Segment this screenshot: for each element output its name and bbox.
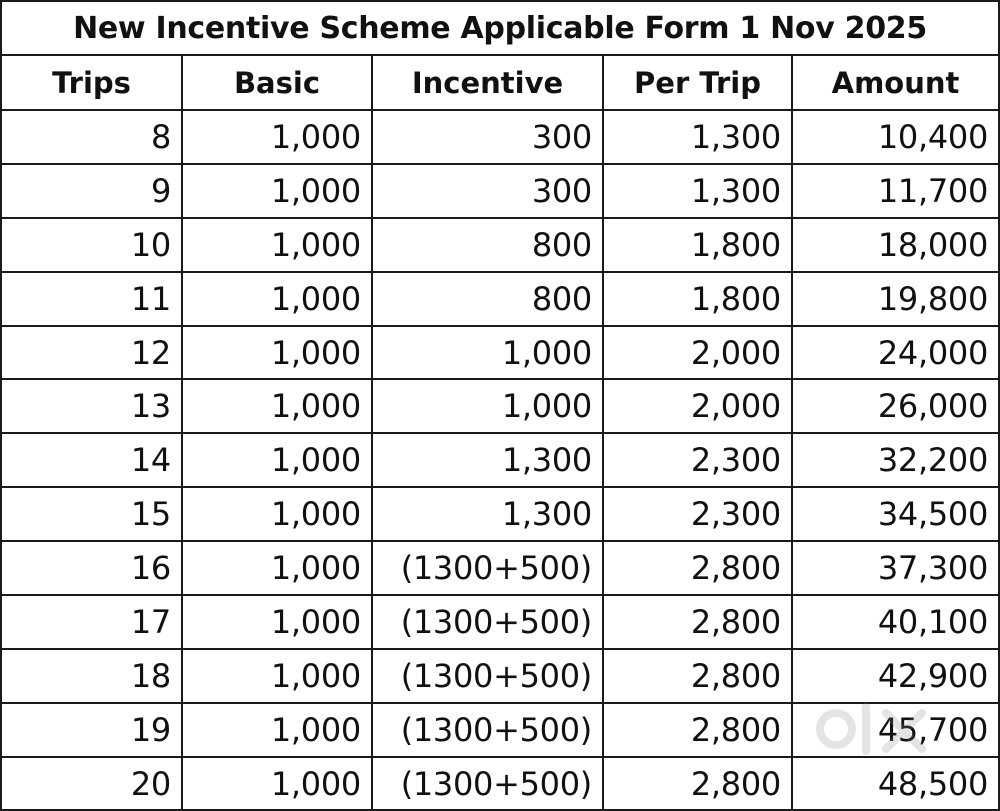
cell-incentive: (1300+500) [372, 541, 603, 595]
header-row [2, 56, 998, 110]
table-row [2, 379, 998, 433]
cell-amount: 37,300 [792, 541, 998, 595]
cell-incentive: 1,300 [372, 433, 603, 487]
cell-per-trip: 2,800 [603, 541, 792, 595]
cell-amount: 18,000 [792, 218, 998, 272]
table-row [2, 757, 998, 811]
cell-amount: 40,100 [792, 595, 998, 649]
cell-amount: 19,800 [792, 272, 998, 326]
cell-trips: 9 [2, 164, 182, 218]
cell-trips: 10 [2, 218, 182, 272]
cell-amount: 45,700 [792, 703, 998, 757]
cell-trips: 17 [2, 595, 182, 649]
cell-amount: 32,200 [792, 433, 998, 487]
cell-basic: 1,000 [182, 433, 372, 487]
cell-incentive: (1300+500) [372, 757, 603, 811]
cell-amount: 34,500 [792, 487, 998, 541]
cell-basic: 1,000 [182, 110, 372, 164]
table-row [2, 703, 998, 757]
cell-amount: 10,400 [792, 110, 998, 164]
cell-basic: 1,000 [182, 541, 372, 595]
cell-basic: 1,000 [182, 218, 372, 272]
cell-per-trip: 2,800 [603, 757, 792, 811]
cell-basic: 1,000 [182, 703, 372, 757]
cell-basic: 1,000 [182, 595, 372, 649]
cell-incentive: 1,300 [372, 487, 603, 541]
cell-per-trip: 2,000 [603, 379, 792, 433]
cell-basic: 1,000 [182, 649, 372, 703]
column-header-incentive: Incentive [372, 56, 603, 110]
cell-trips: 11 [2, 272, 182, 326]
cell-basic: 1,000 [182, 757, 372, 811]
cell-basic: 1,000 [182, 487, 372, 541]
cell-per-trip: 2,800 [603, 703, 792, 757]
table-row [2, 433, 998, 487]
cell-amount: 48,500 [792, 757, 998, 811]
table-row [2, 487, 998, 541]
cell-per-trip: 2,300 [603, 487, 792, 541]
cell-per-trip: 1,800 [603, 218, 792, 272]
incentive-table [2, 56, 998, 811]
cell-incentive: (1300+500) [372, 703, 603, 757]
cell-per-trip: 2,000 [603, 326, 792, 380]
column-header-amount: Amount [792, 56, 998, 110]
column-header-trips: Trips [2, 56, 182, 110]
table-row [2, 541, 998, 595]
cell-incentive: 1,000 [372, 379, 603, 433]
cell-per-trip: 1,300 [603, 110, 792, 164]
cell-incentive: 800 [372, 218, 603, 272]
cell-trips: 14 [2, 433, 182, 487]
cell-per-trip: 2,800 [603, 595, 792, 649]
cell-trips: 18 [2, 649, 182, 703]
column-header-per-trip: Per Trip [603, 56, 792, 110]
cell-basic: 1,000 [182, 164, 372, 218]
table-row [2, 326, 998, 380]
cell-trips: 16 [2, 541, 182, 595]
cell-trips: 19 [2, 703, 182, 757]
cell-basic: 1,000 [182, 379, 372, 433]
table-row [2, 649, 998, 703]
cell-incentive: (1300+500) [372, 595, 603, 649]
cell-trips: 13 [2, 379, 182, 433]
cell-trips: 15 [2, 487, 182, 541]
cell-incentive: (1300+500) [372, 649, 603, 703]
table-row [2, 272, 998, 326]
table-row [2, 164, 998, 218]
cell-amount: 42,900 [792, 649, 998, 703]
cell-trips: 20 [2, 757, 182, 811]
table-row [2, 218, 998, 272]
cell-per-trip: 1,800 [603, 272, 792, 326]
table-title: New Incentive Scheme Applicable Form 1 Nov 2025 [2, 2, 998, 56]
table-row [2, 110, 998, 164]
cell-per-trip: 2,800 [603, 649, 792, 703]
cell-incentive: 800 [372, 272, 603, 326]
cell-per-trip: 2,300 [603, 433, 792, 487]
cell-incentive: 1,000 [372, 326, 603, 380]
cell-incentive: 300 [372, 110, 603, 164]
cell-per-trip: 1,300 [603, 164, 792, 218]
cell-incentive: 300 [372, 164, 603, 218]
table-row [2, 595, 998, 649]
cell-amount: 24,000 [792, 326, 998, 380]
cell-amount: 11,700 [792, 164, 998, 218]
cell-trips: 8 [2, 110, 182, 164]
cell-basic: 1,000 [182, 272, 372, 326]
column-header-basic: Basic [182, 56, 372, 110]
cell-trips: 12 [2, 326, 182, 380]
cell-basic: 1,000 [182, 326, 372, 380]
cell-amount: 26,000 [792, 379, 998, 433]
